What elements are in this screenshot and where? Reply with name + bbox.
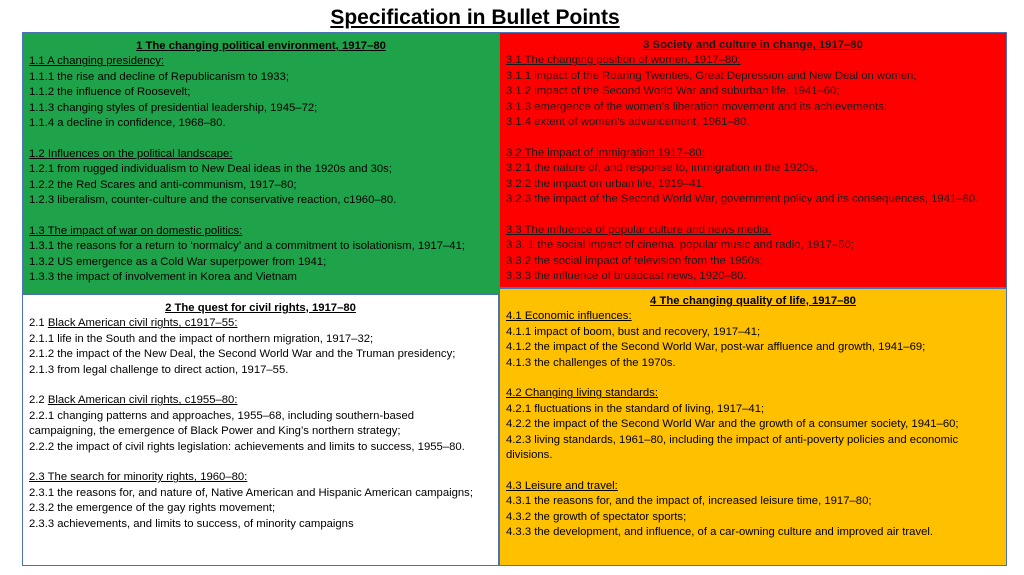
section-heading: 1.1 A changing presidency: [29, 55, 165, 68]
list-item: 4.1.1 impact of boom, bust and recovery, 1917–41; [506, 325, 761, 338]
list-item: 4.3.3 the development, and influence, of a car-owning culture and improved air travel. [506, 526, 934, 539]
list-item: 4.3.1 the reasons for, and the impact of, increased leisure time, 1917–80; [506, 495, 872, 508]
list-item: 2.2.2 the impact of civil rights legislation: achievements and limits to success, 1955–80. [29, 440, 465, 453]
section-heading: 1.2 Influences on the political landscape: [29, 147, 233, 160]
list-item: 4.1.2 the impact of the Second World War, post-war affluence and growth, 1941–69; [506, 341, 926, 354]
panel-quality-of-life [499, 288, 1007, 566]
list-item: campaigning, the emergence of Black Power and King’s northern strategy; [29, 425, 401, 438]
list-item: 2.1.1 life in the South and the impact of northern migration, 1917–32; [29, 332, 374, 345]
section-heading: 3.1 The changing position of women, 1917–80: [506, 54, 741, 67]
section-heading: 1.3 The impact of war on domestic politics: [29, 224, 243, 237]
list-item: 2.2.1 changing patterns and approaches, 1955–68, including southern-based [29, 409, 415, 422]
list-item: 1.1.3 changing styles of presidential leadership, 1945–72; [29, 101, 318, 114]
list-item: 3.1.2 impact of the Second World War and suburban life, 1941–60; [506, 85, 840, 98]
list-item: 2.3.3 achievements, and limits to success, of minority campaigns [29, 517, 354, 530]
section-heading: 4.2 Changing living standards: [506, 387, 658, 400]
panel-heading: 3 Society and culture in change, 1917–80 [643, 39, 863, 51]
list-item: 3.2.2 the impact on urban life, 1919–41; [506, 177, 706, 190]
list-item: 2.3.2 the emergence of the gay rights movement; [29, 502, 276, 515]
list-item: 1.1.4 a decline in confidence, 1968–80. [29, 117, 226, 130]
section-heading: 2.3 The search for minority rights, 1960–80: [29, 471, 248, 484]
section-heading: 4.1 Economic influences: [506, 310, 632, 323]
panel-civil-rights [22, 294, 499, 566]
list-item: 1.3.3 the impact of involvement in Korea and Vietnam [29, 271, 297, 284]
list-item: 2.1.3 from legal challenge to direct action, 1917–55. [29, 363, 289, 376]
list-item: 2.3.1 the reasons for, and nature of, Native American and Hispanic American campaigns; [29, 486, 473, 499]
list-item: 3.1.4 extent of women’s advancement, 1961–80. [506, 116, 750, 129]
panel-heading: 1 The changing political environment, 1917–80 [136, 40, 386, 52]
list-item: 1.3.2 US emergence as a Cold War superpower from 1941; [29, 255, 327, 268]
list-item: 4.2.2 the impact of the Second World War and the growth of a consumer society, 1941–60; [506, 418, 959, 431]
list-item: 3.1.1 impact of the Roaring Twenties, Great Depression and New Deal on women; [506, 69, 917, 82]
list-item: 2.1.2 the impact of the New Deal, the Second World War and the Truman presidency; [29, 348, 456, 361]
list-item: 1.2.2 the Red Scares and anti-communism, 1917–80; [29, 178, 297, 191]
panel-political-environment [22, 32, 499, 294]
page-title: Specification in Bullet Points [330, 6, 620, 29]
list-item: 1.2.3 liberalism, counter-culture and the conservative reaction, c1960–80. [29, 194, 397, 207]
section-heading: 3.3 The influence of popular culture and news media: [506, 223, 772, 236]
list-item: divisions. [506, 449, 553, 462]
list-item: 1.3.1 the reasons for a return to ‘normalcy’ and a commitment to isolationism, 1917–41; [29, 240, 465, 253]
list-item: 4.2.3 living standards, 1961–80, including the impact of anti-poverty policies and economic [506, 433, 959, 446]
list-item: 3.3. 1 the social impact of cinema, popular music and radio, 1917–50; [506, 239, 854, 252]
panel-society-culture [499, 32, 1007, 288]
section-heading: 4.3 Leisure and travel: [506, 479, 618, 492]
list-item: 3.3.2 the social impact of television from the 1950s; [506, 254, 763, 267]
panel-heading: 4 The changing quality of life, 1917–80 [650, 295, 856, 307]
list-item: 1.1.2 the influence of Roosevelt; [29, 86, 191, 99]
panel-heading: 2 The quest for civil rights, 1917–80 [165, 302, 356, 314]
list-item: 3.1.3 emergence of the women’s liberation movement and its achievements; [506, 100, 887, 113]
list-item: 3.2.3 the impact of the Second World War, government policy and its consequences, 1941–80. [506, 193, 979, 206]
list-item: 1.1.1 the rise and decline of Republicanism to 1933; [29, 70, 289, 83]
list-item: 4.2.1 fluctuations in the standard of living, 1917–41; [506, 402, 765, 415]
list-item: 1.2.1 from rugged individualism to New Deal ideas in the 1920s and 30s; [29, 163, 392, 176]
section-heading: 2.1 Black American civil rights, c1917–55: [29, 317, 238, 330]
list-item: 3.3.3 the influence of broadcast news, 1920–80. [506, 270, 747, 283]
list-item: 4.1.3 the challenges of the 1970s. [506, 356, 676, 369]
section-heading: 2.2 Black American civil rights, c1955–80: [29, 394, 238, 407]
section-heading: 3.2 The impact of immigration 1917–80: [506, 146, 705, 159]
list-item: 4.3.2 the growth of spectator sports; [506, 510, 687, 523]
list-item: 3.2.1 the nature of, and response to, immigration in the 1920s; [506, 162, 818, 175]
